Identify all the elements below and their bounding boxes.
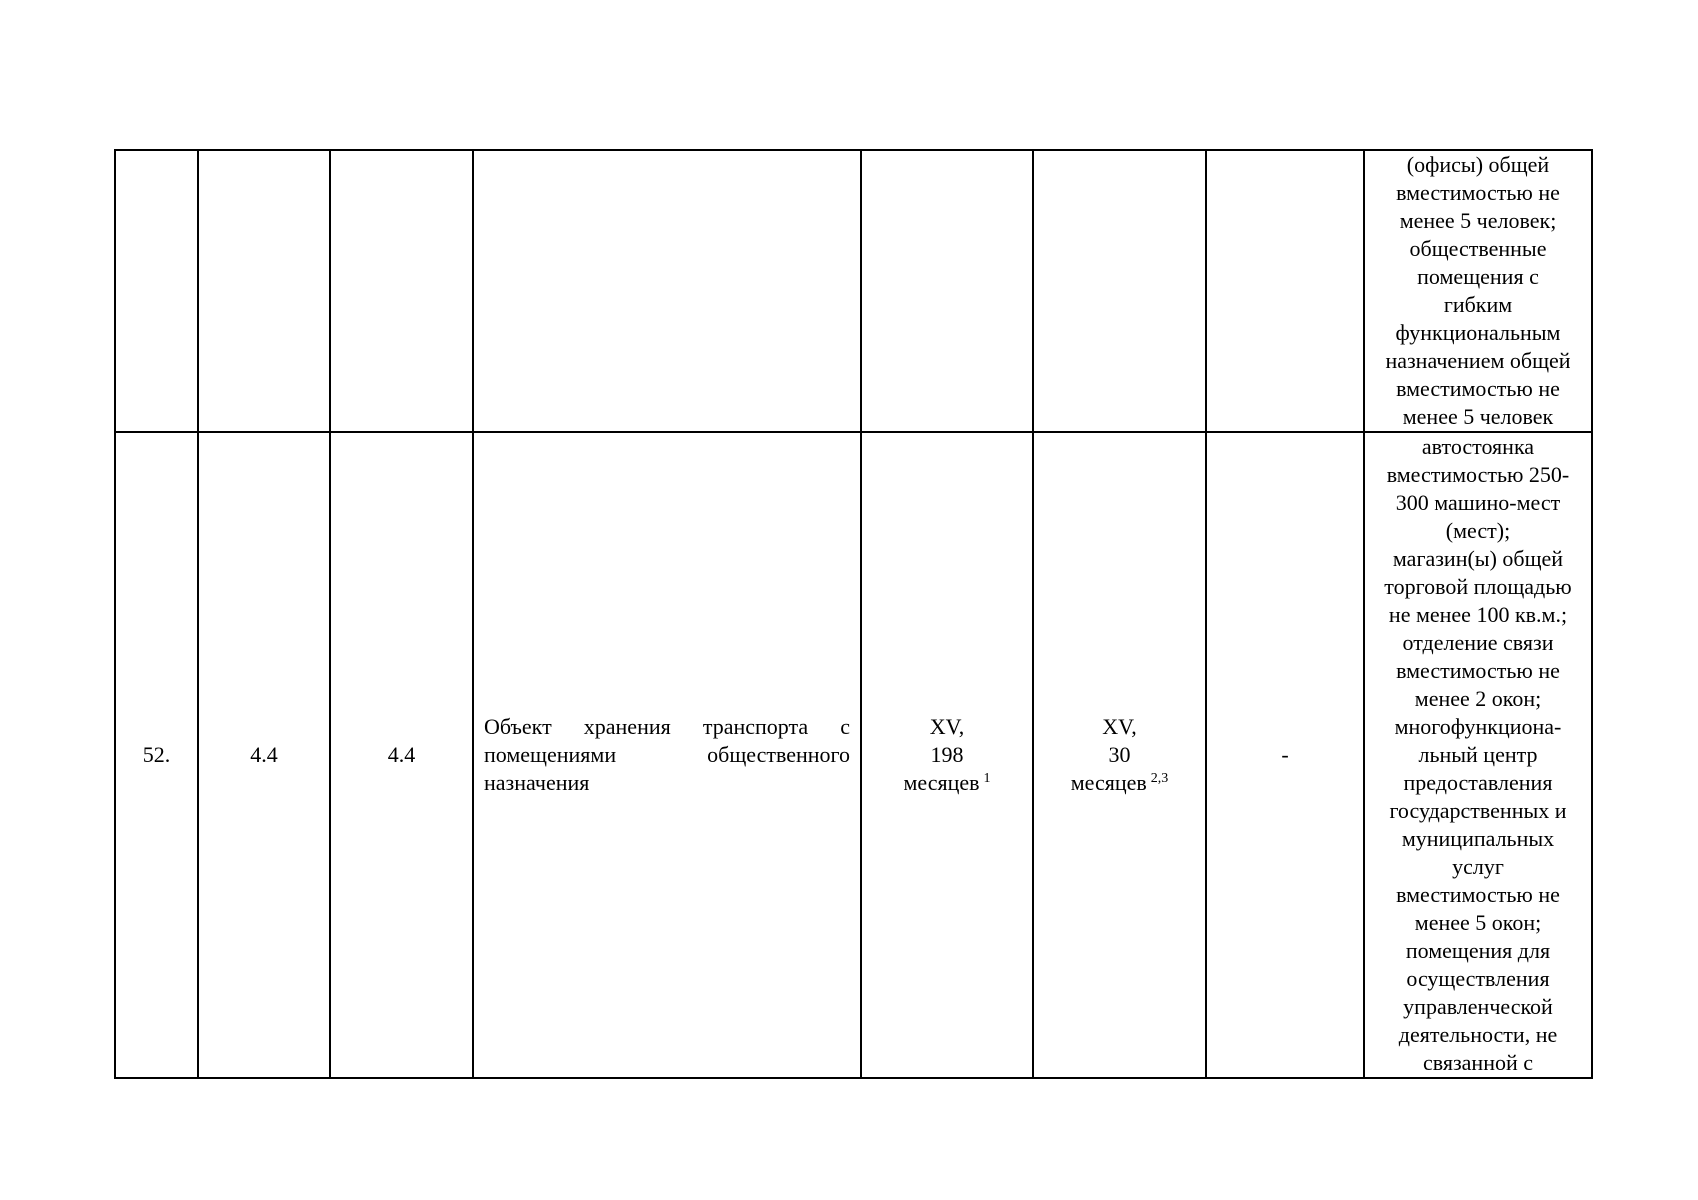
term-1-unit: месяцев [903, 770, 980, 795]
cell-col7 [1206, 150, 1364, 432]
cell-term-1 [861, 150, 1033, 432]
facilities-line: гибким [1443, 292, 1513, 317]
facilities-line: функциональным [1395, 320, 1561, 345]
facilities-line: отделение связи [1402, 630, 1554, 655]
term-2-line-1: XV, [1102, 714, 1137, 739]
term-2-unit: месяцев [1070, 770, 1147, 795]
facilities-line: услуг [1452, 854, 1504, 879]
facilities-line: многофункциона- [1394, 714, 1562, 739]
facilities-line: (мест); [1445, 518, 1511, 543]
term-1-line-2: 198 [930, 742, 964, 767]
term-1-footnote: 1 [983, 770, 991, 786]
facilities-line: назначением общей [1385, 348, 1571, 373]
facilities-line: помещения с [1417, 264, 1539, 289]
facilities-text [1367, 433, 1589, 1077]
facilities-line: помещения для [1405, 938, 1551, 963]
facilities-line: не менее 100 кв.м.; [1388, 602, 1568, 627]
facilities-line: вместимостью не [1396, 658, 1560, 683]
facilities-line: менее 5 человек [1402, 404, 1554, 429]
cell-code-1 [198, 150, 330, 432]
facilities-line: льный центр [1418, 742, 1538, 767]
table-row-continuation [115, 150, 1592, 432]
cell-term-2 [1033, 432, 1206, 1078]
facilities-line: осуществления [1406, 966, 1550, 991]
cell-number [115, 150, 198, 432]
facilities-line: муниципальных [1401, 826, 1555, 851]
cell-code-2: 4.4 [330, 432, 473, 1078]
term-1-line-1: XV, [929, 714, 965, 739]
cell-facilities [1364, 150, 1592, 432]
facilities-line: предоставления [1403, 770, 1553, 795]
cell-facilities [1364, 432, 1592, 1078]
facilities-line: связанной с [1422, 1050, 1534, 1075]
cell-code-2 [330, 150, 473, 432]
facilities-line: торговой площадью [1384, 574, 1572, 599]
term-2-footnote: 2,3 [1150, 770, 1169, 786]
cell-term-1 [861, 432, 1033, 1078]
table-row-52 [115, 432, 1592, 1078]
cell-description [473, 150, 861, 432]
facilities-line: вместимостью 250- [1386, 462, 1570, 487]
cell-description: Объект хранения транспорта с помещениями общественного назначения [473, 432, 861, 1078]
facilities-line: деятельности, не [1398, 1022, 1558, 1047]
facilities-line: 300 машино-мест [1395, 490, 1561, 515]
cell-col7: - [1206, 432, 1364, 1078]
term-2-line-2: 30 [1108, 742, 1131, 767]
cell-term-2 [1033, 150, 1206, 432]
facilities-text [1367, 151, 1589, 431]
facilities-line: государственных и [1389, 798, 1567, 823]
facilities-line: менее 5 окон; [1414, 910, 1542, 935]
facilities-line: вместимостью не [1396, 882, 1560, 907]
facilities-line: управленческой [1403, 994, 1553, 1019]
facilities-line: менее 5 человек; [1399, 208, 1557, 233]
cell-number: 52. [115, 432, 198, 1078]
document-table [114, 149, 1593, 1079]
term-2-line-3 [1034, 769, 1205, 797]
facilities-line: менее 2 окон; [1414, 686, 1542, 711]
facilities-line: магазин(ы) общей [1392, 546, 1564, 571]
cell-code-1: 4.4 [198, 432, 330, 1078]
facilities-line: вместимостью не [1396, 376, 1560, 401]
term-1-line-3 [862, 769, 1032, 797]
facilities-line: общественные [1409, 236, 1547, 261]
facilities-line: (офисы) общей [1406, 152, 1550, 177]
facilities-line: автостоянка [1421, 434, 1535, 459]
facilities-line: вместимостью не [1396, 180, 1560, 205]
